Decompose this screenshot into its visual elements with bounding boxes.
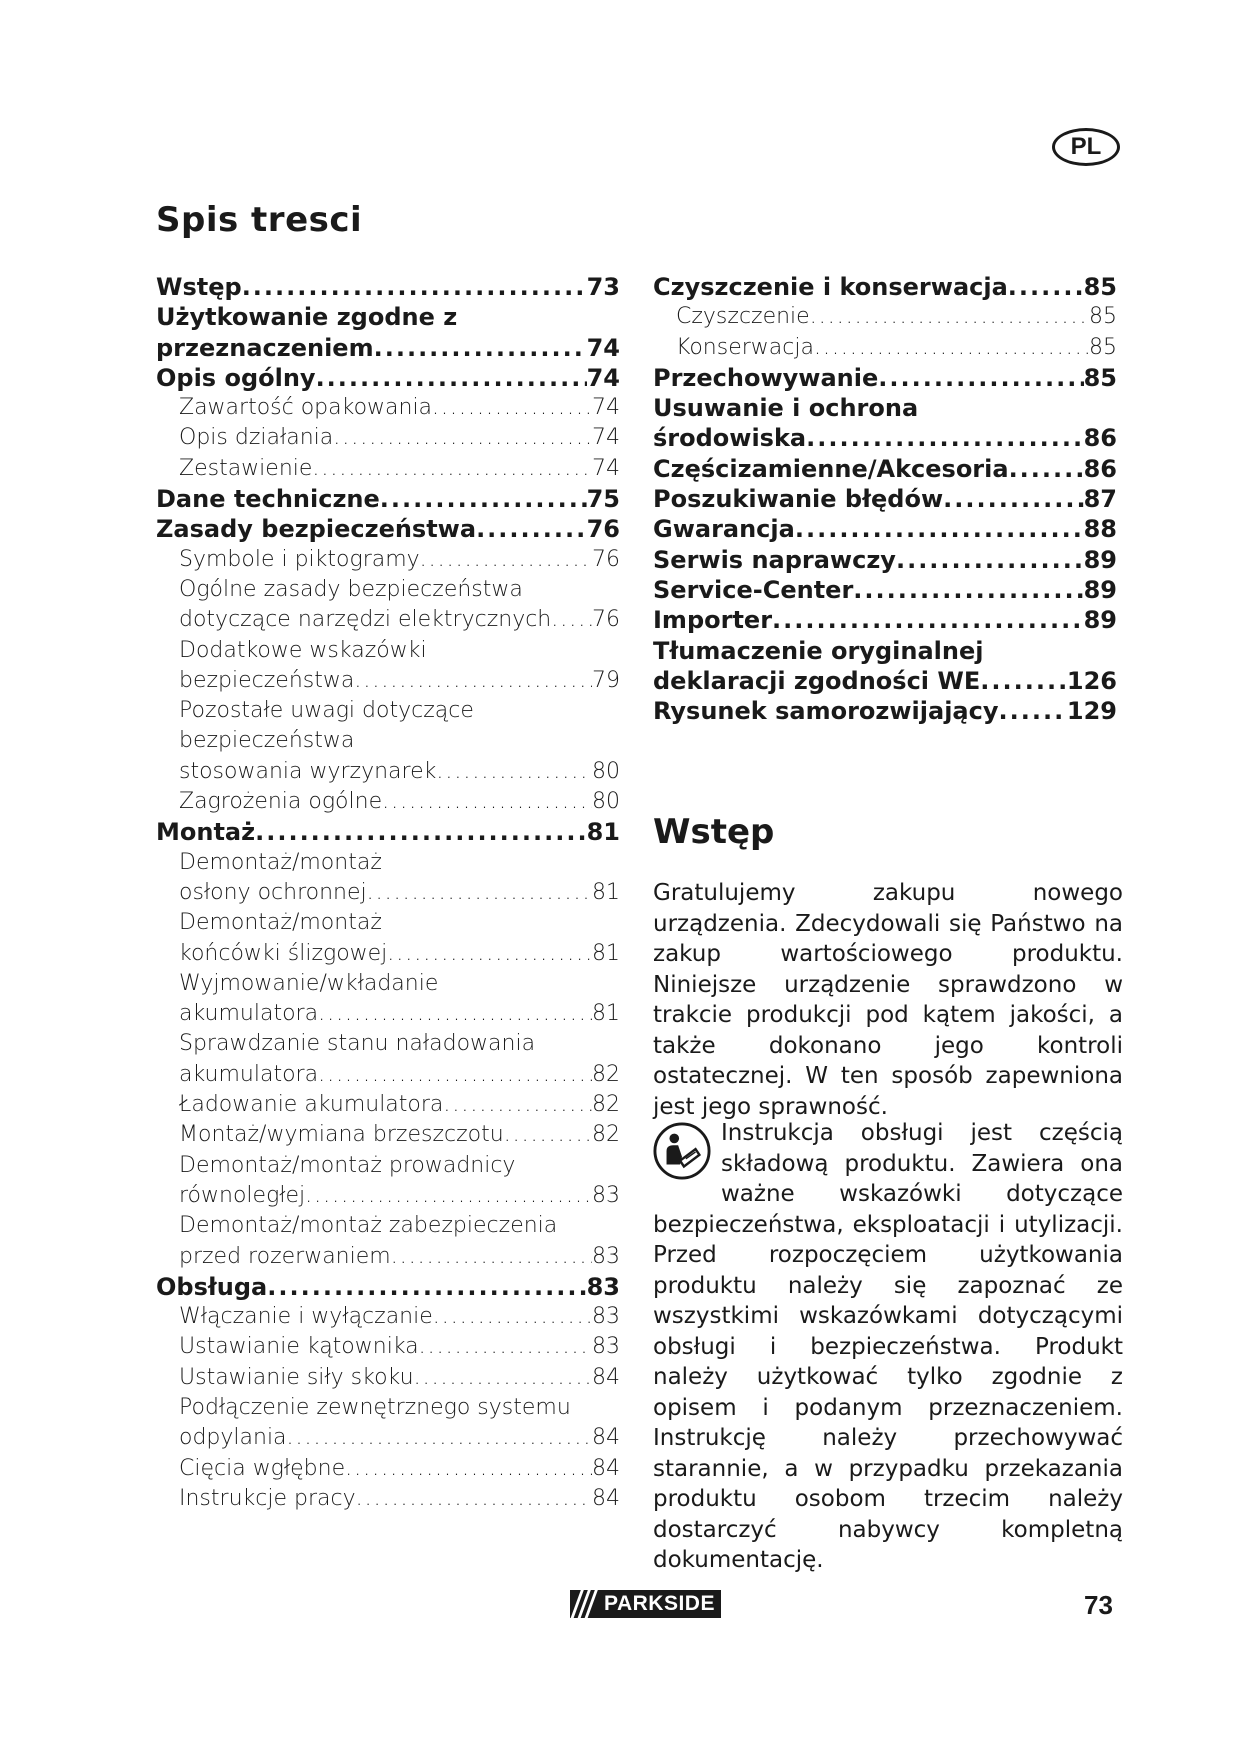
- toc-entry-label: końcówki ślizgowej: [179, 940, 388, 966]
- toc-dot-leader: [795, 514, 1084, 544]
- toc-entry: [156, 939, 620, 969]
- toc-dot-leader: [551, 605, 592, 635]
- toc-entry-label: Czyszczenie i konserwacja: [653, 273, 1008, 301]
- toc-entry-label: bezpieczeństwa: [179, 667, 355, 693]
- toc-dot-leader: [318, 999, 592, 1029]
- toc-dot-leader: [943, 484, 1083, 514]
- toc-entry: [156, 1302, 620, 1332]
- toc-entry-label: Zestawienie: [179, 455, 313, 481]
- toc-entry-label: Sprawdzanie stanu naładowania: [179, 1031, 536, 1057]
- toc-title: Spis tresci: [156, 200, 363, 240]
- toc-entry-page: 126: [1066, 666, 1117, 695]
- toc-dot-leader: [853, 575, 1083, 605]
- toc-dot-leader: [267, 1272, 586, 1302]
- toc-entry: [653, 363, 1117, 393]
- toc-entry-label: akumulatora: [179, 1061, 319, 1087]
- toc-entry: [156, 393, 620, 423]
- toc-dot-leader: [333, 423, 592, 453]
- toc-entry-label: Ustawianie siły skoku: [179, 1364, 414, 1390]
- toc-entry-label: deklaracji zgodności WE: [653, 666, 981, 695]
- toc-entry-label: Ładowanie akumulatora: [179, 1092, 444, 1118]
- toc-entry-label: osłony ochronnej: [179, 879, 367, 905]
- toc-entry: [156, 1454, 620, 1484]
- page-number: 73: [1084, 1590, 1113, 1620]
- toc-entry: [156, 1363, 620, 1393]
- toc-dot-leader: [391, 1242, 592, 1272]
- toc-dot-leader: [896, 545, 1084, 575]
- toc-dot-leader: [255, 817, 587, 847]
- toc-dot-leader: [878, 363, 1083, 393]
- toc-entry-page: 81: [592, 879, 620, 905]
- toc-dot-leader: [433, 1302, 592, 1332]
- toc-entry-label: Opis działania: [179, 425, 334, 451]
- toc-entry: [156, 1332, 620, 1362]
- toc-dot-leader: [305, 1181, 592, 1211]
- toc-entry: [156, 1211, 620, 1241]
- toc-entry: [156, 333, 620, 363]
- toc-entry-page: 82: [592, 1061, 620, 1087]
- toc-entry: [156, 666, 620, 696]
- toc-entry-page: 74: [586, 363, 620, 392]
- toc-entry-label: Dodatkowe wskazówki: [179, 637, 427, 663]
- toc-dot-leader: [443, 1090, 592, 1120]
- logo-stripes-icon: [570, 1590, 598, 1618]
- toc-dot-leader: [810, 302, 1089, 332]
- toc-entry-page: 82: [592, 1122, 620, 1148]
- toc-entry: [653, 605, 1117, 635]
- toc-dot-leader: [414, 1363, 592, 1393]
- toc-dot-leader: [419, 1332, 592, 1362]
- toc-entry-label: Podłączenie zewnętrznego systemu: [179, 1394, 571, 1420]
- toc-entry-page: 80: [592, 758, 620, 784]
- language-badge-label: PL: [1070, 133, 1102, 160]
- toc-entry-page: 76: [592, 607, 620, 633]
- toc-entry-page: 73: [586, 273, 620, 301]
- toc-entry-page: 81: [586, 818, 620, 847]
- toc-entry-label: Importer: [653, 606, 773, 635]
- toc-dot-leader: [312, 454, 592, 484]
- toc-entry-label: stosowania wyrzynarek: [179, 758, 437, 784]
- toc-dot-leader: [242, 272, 587, 302]
- toc-entry-label: Gwarancja: [653, 515, 795, 544]
- toc-entry-label: Tłumaczenie oryginalnej: [653, 636, 984, 665]
- toc-dot-leader: [380, 484, 587, 514]
- toc-dot-leader: [1008, 272, 1084, 302]
- toc-entry: [653, 545, 1117, 575]
- toc-entry-page: 74: [592, 455, 620, 481]
- toc-entry: [156, 636, 620, 666]
- toc-entry-label: Dane techniczne: [156, 485, 380, 514]
- toc-entry-page: 74: [592, 395, 620, 421]
- toc-entry: [156, 878, 620, 908]
- toc-entry-label: Użytkowanie zgodne z: [156, 303, 458, 332]
- toc-entry: [653, 423, 1117, 453]
- toc-dot-leader: [420, 545, 592, 575]
- toc-entry: [156, 696, 620, 726]
- toc-entry-page: 86: [1083, 424, 1117, 453]
- toc-entry-page: 79: [592, 667, 620, 693]
- toc-entry-page: 82: [592, 1092, 620, 1118]
- toc-entry: [653, 454, 1117, 484]
- toc-entry: [156, 726, 620, 756]
- toc-entry-page: 83: [592, 1182, 620, 1208]
- toc-dot-leader: [772, 605, 1084, 635]
- toc-entry: [156, 514, 620, 544]
- toc-entry-label: Pozostałe uwagi dotyczące: [179, 698, 474, 724]
- language-badge: [1052, 128, 1120, 166]
- toc-entry-label: Zasady bezpieczeństwa: [156, 515, 477, 544]
- toc-entry-label: Montaż: [156, 818, 256, 847]
- manual-note: [653, 1118, 1123, 1576]
- manual-note-text: Instrukcja obsługi jest częścią składową produktu. Zawiera ona ważne wskazówki dotyczące bezpieczeństwa, eksploatacji i utylizacji. Przed rozpoczęciem użytkowania produktu należy się zapoznać ze wszystkimi wskazówkami dotyczącymi obsługi i bezpieczeństwa. Produkt należy użytkować tylko zgodnie z opisem i podanym przeznaczeniem. Instrukcję należy przechowywać starannie, a w przypadku przekazania produktu osobom trzecim należy dostarczyć nabywcy kompletną dokumentację.: [653, 1120, 1123, 1573]
- toc-entry: [653, 666, 1117, 696]
- toc-entry: [156, 363, 620, 393]
- toc-dot-leader: [998, 696, 1066, 726]
- toc-entry: [156, 302, 620, 332]
- toc-entry: [156, 1393, 620, 1423]
- toc-entry: [156, 1029, 620, 1059]
- toc-entry-label: Symbole i piktogramy: [179, 546, 420, 572]
- toc-entry-page: 129: [1066, 697, 1117, 726]
- toc-entry-page: 84: [592, 1455, 620, 1481]
- toc-entry-page: 83: [592, 1243, 620, 1269]
- toc-entry-page: 83: [592, 1334, 620, 1360]
- toc-entry-label: środowiska: [653, 424, 807, 453]
- toc-entry-page: 85: [1089, 304, 1117, 330]
- toc-entry: [156, 1242, 620, 1272]
- toc-entry-label: odpylania: [179, 1425, 287, 1451]
- toc-entry: [156, 454, 620, 484]
- toc-dot-leader: [367, 878, 592, 908]
- read-manual-icon: [653, 1122, 711, 1180]
- toc-entry: [653, 696, 1117, 726]
- toc-entry-label: Konserwacja: [676, 334, 814, 360]
- toc-entry-label: Serwis naprawczy: [653, 545, 896, 574]
- toc-entry-label: Wstęp: [156, 273, 242, 301]
- toc-entry-page: 74: [586, 333, 620, 362]
- toc-entry: [653, 333, 1117, 363]
- toc-entry: [156, 908, 620, 938]
- toc-dot-leader: [354, 666, 592, 696]
- parkside-logo: [570, 1590, 721, 1618]
- toc-entry: [653, 514, 1117, 544]
- toc-entry: [156, 1484, 620, 1514]
- toc-entry-label: Montaż/wymiana brzeszczotu: [179, 1122, 504, 1148]
- toc-dot-leader: [504, 1120, 592, 1150]
- intro-paragraph: Gratulujemy zakupu nowego urządzenia. Zdecydowali się Państwo na zakup wartościowego produktu. Niniejsze urządzenie sprawdzono w trakcie produkcji pod kątem jakości, a także dokonano jego kontroli ostatecznej. W ten sposób zapewniona jest jego sprawność.: [653, 880, 1123, 1120]
- toc-entry-page: 86: [1083, 454, 1117, 483]
- toc-dot-leader: [432, 393, 592, 423]
- toc-entry-page: 75: [586, 485, 620, 514]
- toc-entry-label: Zagrożenia ogólne: [179, 789, 383, 815]
- toc-entry: [156, 969, 620, 999]
- toc-entry-label: przed rozerwaniem: [179, 1243, 391, 1269]
- toc-entry-page: 83: [592, 1304, 620, 1330]
- toc-entry-label: Czyszczenie: [676, 304, 810, 330]
- toc-entry-label: dotyczące narzędzi elektrycznych: [179, 607, 552, 633]
- toc-dot-leader: [387, 939, 592, 969]
- toc-entry-page: 84: [592, 1485, 620, 1511]
- toc-entry-page: 76: [592, 546, 620, 572]
- toc-entry-label: Demontaż/montaż: [179, 910, 382, 936]
- toc-entry-page: 87: [1083, 485, 1117, 514]
- toc-dot-leader: [980, 666, 1067, 696]
- toc-entry: [653, 272, 1117, 302]
- toc-entry-page: 85: [1083, 273, 1117, 301]
- toc-entry-page: 88: [1083, 515, 1117, 544]
- toc-dot-leader: [318, 1060, 592, 1090]
- toc-entry-label: akumulatora: [179, 1001, 319, 1027]
- toc-dot-leader: [436, 757, 592, 787]
- toc-entry-label: Zawartość opakowania: [179, 395, 433, 421]
- toc-entry-label: bezpieczeństwa: [179, 728, 355, 754]
- toc-entry-label: Opis ogólny: [156, 363, 316, 392]
- toc-entry: [653, 575, 1117, 605]
- toc-entry-page: 85: [1083, 363, 1117, 392]
- toc-entry-label: Rysunek samorozwijający: [653, 697, 999, 726]
- toc-entry-label: Przechowywanie: [653, 363, 879, 392]
- toc-entry: [156, 545, 620, 575]
- toc-entry-page: 83: [586, 1272, 620, 1301]
- toc-dot-leader: [1009, 454, 1084, 484]
- toc-entry: [156, 1120, 620, 1150]
- toc-entry-label: Wyjmowanie/wkładanie: [179, 970, 439, 996]
- toc-entry-label: Instrukcje pracy: [179, 1485, 356, 1511]
- toc-entry: [156, 423, 620, 453]
- toc-entry-label: Service-Center: [653, 575, 854, 604]
- toc-dot-leader: [316, 363, 587, 393]
- toc-dot-leader: [374, 333, 587, 363]
- toc-right-column: [653, 272, 1117, 726]
- toc-entry: [156, 1151, 620, 1181]
- toc-entry: [653, 302, 1117, 332]
- toc-entry-label: Demontaż/montaż: [179, 849, 382, 875]
- toc-entry-label: przeznaczeniem: [156, 333, 374, 362]
- toc-entry-label: Włączanie i wyłączanie: [179, 1304, 433, 1330]
- toc-entry-page: 76: [586, 515, 620, 544]
- toc-entry-label: Obsługa: [156, 1272, 268, 1301]
- toc-entry: [653, 636, 1117, 666]
- brand-name: PARKSIDE: [598, 1590, 721, 1618]
- toc-dot-leader: [382, 787, 592, 817]
- toc-entry: [156, 817, 620, 847]
- toc-entry-page: 84: [592, 1364, 620, 1390]
- toc-entry-label: Demontaż/montaż zabezpieczenia: [179, 1213, 558, 1239]
- toc-entry-label: równoległej: [179, 1182, 306, 1208]
- toc-left-column: [156, 272, 620, 1514]
- toc-dot-leader: [814, 333, 1089, 363]
- toc-entry-page: 85: [1089, 334, 1117, 360]
- toc-entry-page: 80: [592, 789, 620, 815]
- toc-entry-label: Częścizamienne/Akcesoria: [653, 454, 1009, 483]
- toc-entry-page: 74: [592, 425, 620, 451]
- toc-entry: [156, 1090, 620, 1120]
- toc-entry-page: 81: [592, 940, 620, 966]
- toc-entry-label: Cięcia wgłębne: [179, 1455, 346, 1481]
- toc-entry: [156, 575, 620, 605]
- toc-entry: [156, 484, 620, 514]
- toc-entry: [156, 1272, 620, 1302]
- toc-entry-page: 89: [1083, 575, 1117, 604]
- toc-entry-label: Ogólne zasady bezpieczeństwa: [179, 576, 523, 602]
- toc-entry: [156, 605, 620, 635]
- toc-entry-label: Usuwanie i ochrona: [653, 394, 919, 423]
- toc-entry-label: Poszukiwanie błędów: [653, 485, 944, 514]
- toc-dot-leader: [476, 514, 587, 544]
- toc-entry-page: 89: [1083, 606, 1117, 635]
- toc-entry: [653, 393, 1117, 423]
- toc-entry-page: 89: [1083, 545, 1117, 574]
- toc-entry-label: Demontaż/montaż prowadnicy: [179, 1152, 516, 1178]
- toc-entry: [653, 484, 1117, 514]
- toc-dot-leader: [356, 1484, 592, 1514]
- toc-dot-leader: [345, 1454, 592, 1484]
- toc-entry: [156, 787, 620, 817]
- intro-title: Wstęp: [653, 812, 775, 852]
- toc-entry-page: 84: [592, 1425, 620, 1451]
- toc-dot-leader: [287, 1423, 592, 1453]
- toc-entry: [156, 272, 620, 302]
- toc-entry: [156, 1060, 620, 1090]
- toc-dot-leader: [806, 423, 1083, 453]
- toc-entry: [156, 999, 620, 1029]
- toc-entry: [156, 1423, 620, 1453]
- toc-entry-page: 81: [592, 1001, 620, 1027]
- toc-entry-label: Ustawianie kątownika: [179, 1334, 419, 1360]
- toc-entry: [156, 848, 620, 878]
- toc-entry: [156, 1181, 620, 1211]
- toc-entry: [156, 757, 620, 787]
